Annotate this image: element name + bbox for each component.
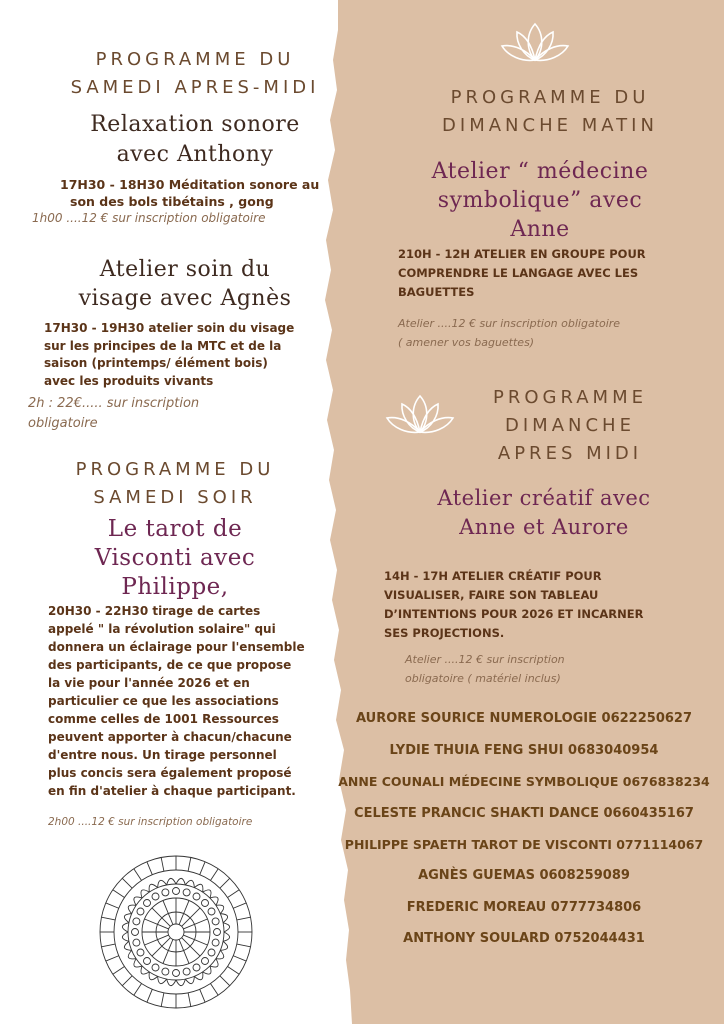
soin-visage-title: Atelier soin du visage avec Agnès bbox=[78, 257, 292, 311]
contact-line: ANNE COUNALI MÉDECINE SYMBOLIQUE 0676838234 bbox=[338, 774, 710, 789]
tarot-price: 2h00 ....12 € sur inscription obligatoire bbox=[48, 816, 253, 828]
tarot-description-line: appelé " la révolution solaire" qui bbox=[48, 622, 276, 636]
relaxation-price: 1h00 ....12 € sur inscription obligatoire bbox=[32, 211, 266, 225]
tarot-description-line: la vie pour l'année 2026 et en bbox=[48, 676, 250, 690]
soin-visage-price: 2h : 22€..... sur inscription obligatoire bbox=[28, 396, 200, 431]
contact-line: AGNÈS GUEMAS 0608259089 bbox=[418, 868, 630, 883]
lotus-icon bbox=[490, 18, 580, 68]
tarot-title: Le tarot de Visconti avec Philippe, bbox=[94, 516, 256, 600]
tarot-description-line: en fin d'atelier à chaque participant. bbox=[48, 784, 296, 798]
tarot-description bbox=[48, 602, 338, 800]
atelier-creatif-description: 14H - 17H ATELIER CRÉATIF POUR VISUALISER, FAIRE SON TABLEAU D’INTENTIONS POUR 2026 ET INCARNER SES PROJECTIONS. bbox=[384, 569, 644, 640]
atelier-creatif-title: Atelier créatif avec Anne et Aurore bbox=[437, 486, 651, 539]
mandala-icon bbox=[96, 852, 256, 1012]
contact-line: LYDIE THUIA FENG SHUI 0683040954 bbox=[389, 743, 659, 758]
tarot-description-line: donnera un éclairage pour l'ensemble bbox=[48, 640, 305, 654]
relaxation-title: Relaxation sonore avec Anthony bbox=[90, 112, 300, 167]
tarot-description-line: peuvent apporter à chacun/chacune bbox=[48, 730, 292, 744]
dimanche-matin-heading: PROGRAMME DU DIMANCHE MATIN bbox=[442, 87, 658, 136]
relaxation-description: 17H30 - 18H30 Méditation sonore au son des bols tibétains , gong bbox=[60, 177, 320, 209]
contact-line: AURORE SOURICE NUMEROLOGIE 0622250627 bbox=[355, 711, 692, 726]
tarot-description-line: des participants, de ce que propose bbox=[48, 658, 292, 672]
lotus-icon bbox=[375, 390, 465, 442]
contact-line: ANTHONY SOULARD 0752044431 bbox=[403, 931, 645, 946]
contact-line: CELESTE PRANCIC SHAKTI DANCE 0660435167 bbox=[354, 806, 694, 821]
samedi-apres-midi-heading: PROGRAMME DU SAMEDI APRES-MIDI bbox=[70, 49, 320, 98]
samedi-soir-heading: PROGRAMME DU SAMEDI SOIR bbox=[75, 459, 275, 508]
tarot-description-line: comme celles de 1001 Ressources bbox=[48, 712, 279, 726]
tarot-description-line: plus concis sera également proposé bbox=[48, 766, 292, 780]
soin-visage-description: 17H30 - 19H30 atelier soin du visage sur les principes de la MTC et de la saison (printemps/ élément bois) avec les produits vivants bbox=[44, 321, 295, 388]
tarot-description-line: 20H30 - 22H30 tirage de cartes bbox=[48, 604, 261, 618]
dimanche-apres-midi-heading: PROGRAMME DIMANCHE APRES MIDI bbox=[492, 387, 647, 464]
contact-line: PHILIPPE SPAETH TAROT DE VISCONTI 0771114067 bbox=[344, 837, 704, 852]
tarot-description-line: particulier ce que les associations bbox=[48, 694, 279, 708]
medecine-symbolique-price: Atelier ....12 € sur inscription obligatoire ( amener vos baguettes) bbox=[398, 317, 621, 349]
contact-line: FREDERIC MOREAU 0777734806 bbox=[406, 900, 642, 915]
tarot-description-line: d'entre nous. Un tirage personnel bbox=[48, 748, 277, 762]
medecine-symbolique-title: Atelier “ médecine symbolique” avec Anne bbox=[431, 159, 649, 242]
atelier-creatif-price: Atelier ....12 € sur inscription obligatoire ( matériel inclus) bbox=[405, 653, 565, 685]
medecine-symbolique-description: 210H - 12H ATELIER EN GROUPE POUR COMPRENDRE LE LANGAGE AVEC LES BAGUETTES bbox=[398, 247, 646, 299]
